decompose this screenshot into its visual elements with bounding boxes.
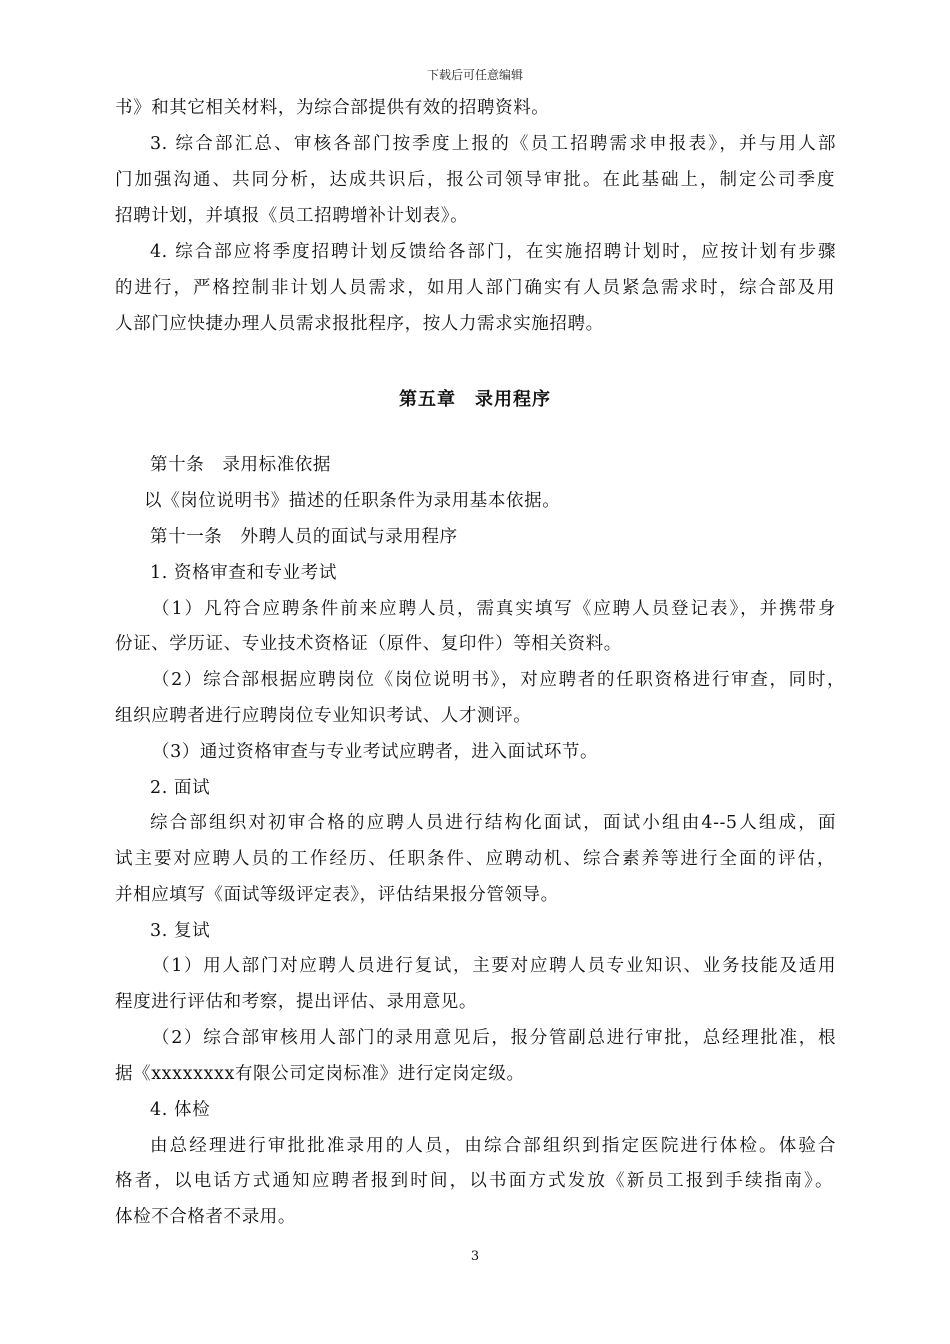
- text-line: 程度进行评估和考察，提出评估、录用意见。: [115, 992, 477, 1012]
- section-heading: 3. 复试: [150, 921, 211, 941]
- chapter-title: 第五章 录用程序: [399, 389, 551, 410]
- text-line: 据《xxxxxxxx有限公司定岗标准》进行定岗定级。: [115, 1064, 525, 1084]
- text-line: 格者，以电话方式通知应聘者报到时间，以书面方式发放《新员工报到手续指南》。: [115, 1171, 833, 1191]
- text-line: （1）用人部门对应聘人员进行复试，主要对应聘人员专业知识、业务技能及适用: [152, 956, 836, 976]
- article-heading: 第十条 录用标准依据: [150, 455, 331, 475]
- text-line: （3）通过资格审查与专业考试应聘者，进入面试环节。: [152, 742, 599, 762]
- page-number: 3: [470, 1249, 480, 1264]
- text-line: 以《岗位说明书》描述的任职条件为录用基本依据。: [144, 491, 561, 511]
- text-line: （1）凡符合应聘条件前来应聘人员，需真实填写《应聘人员登记表》，并携带身: [152, 599, 836, 619]
- text-line: 书》和其它相关材料，为综合部提供有效的招聘资料。: [115, 98, 550, 118]
- text-line: 由总经理进行审批批准录用的人员，由综合部组织到指定医院进行体检。体验合: [150, 1136, 836, 1156]
- text-line: 4. 综合部应将季度招聘计划反馈给各部门，在实施招聘计划时，应按计划有步骤: [150, 242, 836, 262]
- text-line: 人部门应快捷办理人员需求报批程序，按人力需求实施招聘。: [115, 314, 604, 334]
- text-line: （2）综合部审核用人部门的录用意见后，报分管副总进行审批，总经理批准，根: [152, 1028, 836, 1048]
- section-heading: 1. 资格审查和专业考试: [150, 563, 337, 583]
- text-line: 组织应聘者进行应聘岗位专业知识考试、人才测评。: [115, 706, 532, 726]
- text-line: 综合部组织对初审合格的应聘人员进行结构化面试，面试小组由4--5人组成，面: [150, 813, 836, 833]
- section-heading: 4. 体检: [150, 1100, 211, 1120]
- article-heading: 第十一条 外聘人员的面试与录用程序: [150, 527, 458, 547]
- page-header: 下载后可任意编辑: [426, 68, 523, 82]
- text-line: 体检不合格者不录用。: [115, 1207, 296, 1227]
- text-line: 招聘计划，并填报《员工招聘增补计划表》。: [115, 206, 469, 226]
- text-line: 的进行，严格控制非计划人员需求，如用人部门确实有人员紧急需求时，综合部及用: [115, 278, 835, 298]
- text-line: 试主要对应聘人员的工作经历、任职条件、应聘动机、综合素养等进行全面的评估，: [115, 849, 835, 869]
- section-heading: 2. 面试: [150, 778, 211, 798]
- text-line: 门加强沟通、共同分析，达成共识后，报公司领导审批。在此基础上，制定公司季度: [115, 170, 835, 190]
- text-line: 并相应填写《面试等级评定表》，评估结果报分管领导。: [115, 885, 559, 905]
- text-line: 3. 综合部汇总、审核各部门按季度上报的《员工招聘需求申报表》，并与用人部: [150, 134, 836, 154]
- text-line: 份证、学历证、专业技术资格证（原件、复印件）等相关资料。: [115, 634, 622, 654]
- text-line: （2）综合部根据应聘岗位《岗位说明书》，对应聘者的任职资格进行审查，同时，: [152, 670, 845, 690]
